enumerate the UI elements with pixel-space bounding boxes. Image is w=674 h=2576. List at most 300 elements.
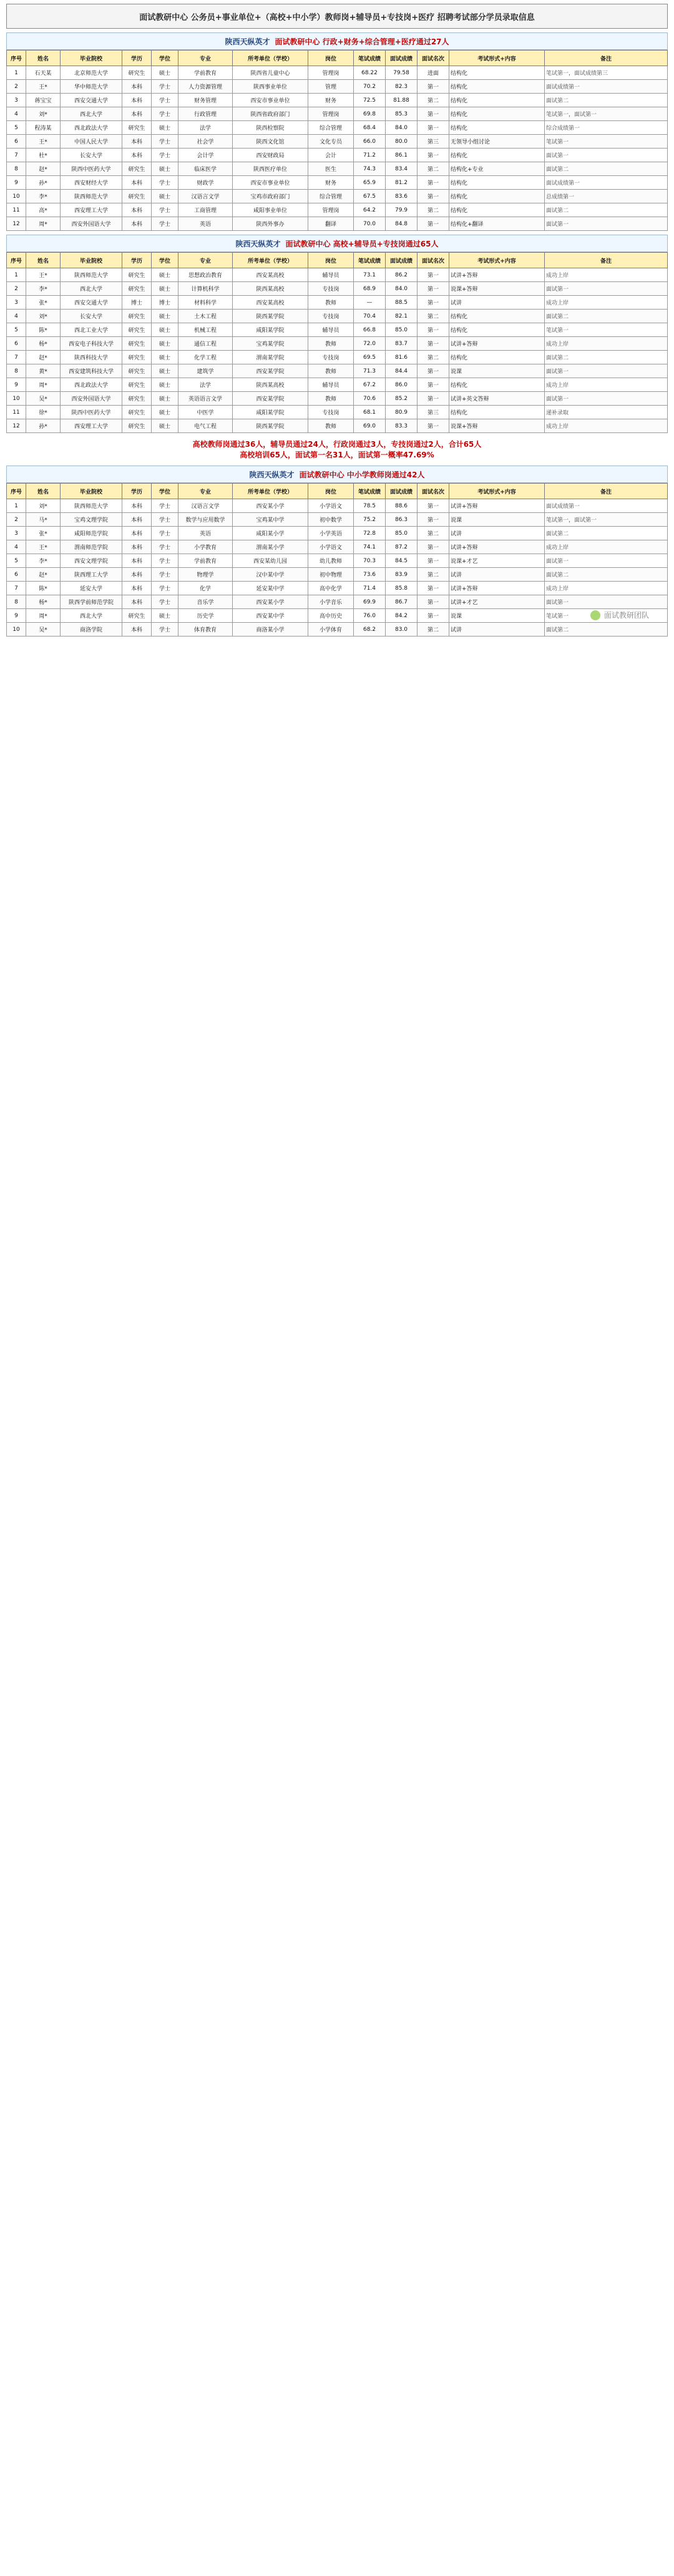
stats-line-2: 高校培训65人，面试第一名31人，面试第一概率47.69% bbox=[240, 451, 434, 459]
cell-unit: 咸阳事业单位 bbox=[233, 203, 308, 217]
cell-rank: 第二 bbox=[418, 568, 449, 582]
cell-note: 笔试第一，面试第一 bbox=[545, 107, 668, 121]
cell-name: 张* bbox=[26, 296, 61, 310]
cell-note: 面试成绩第一 bbox=[545, 80, 668, 94]
cell-edu: 硕士 bbox=[152, 66, 178, 80]
cell-edu: 学士 bbox=[152, 217, 178, 231]
cell-degree: 研究生 bbox=[122, 121, 152, 135]
cell-degree: 研究生 bbox=[122, 392, 152, 406]
cell-edu: 学士 bbox=[152, 499, 178, 513]
col-rank: 面试名次 bbox=[418, 484, 449, 499]
cell-name: 杨* bbox=[26, 337, 61, 351]
cell-seq: 1 bbox=[7, 66, 26, 80]
cell-interview: 85.3 bbox=[386, 107, 418, 121]
cell-rank: 第二 bbox=[418, 203, 449, 217]
section-prefix: 陕西天纵英才 bbox=[225, 37, 270, 46]
table-row bbox=[7, 623, 668, 637]
cell-name: 李* bbox=[26, 190, 61, 203]
col-major: 专业 bbox=[178, 253, 233, 268]
cell-school: 西安财经大学 bbox=[61, 176, 122, 190]
cell-unit: 汉中某中学 bbox=[233, 568, 308, 582]
cell-post: 医生 bbox=[308, 162, 354, 176]
cell-major: 体育教育 bbox=[178, 623, 233, 637]
col-unit: 所考单位（学校） bbox=[233, 484, 308, 499]
cell-degree: 研究生 bbox=[122, 310, 152, 323]
cell-rank: 第二 bbox=[418, 623, 449, 637]
cell-seq: 8 bbox=[7, 364, 26, 378]
cell-topic: 试讲 bbox=[449, 296, 545, 310]
col-interview: 面试成绩 bbox=[386, 51, 418, 66]
cell-topic: 结构化 bbox=[449, 80, 545, 94]
cell-post: 辅导员 bbox=[308, 323, 354, 337]
table-header-row bbox=[7, 51, 668, 66]
cell-post: 综合管理 bbox=[308, 190, 354, 203]
col-written: 笔试成绩 bbox=[354, 253, 386, 268]
cell-topic: 结构化+专业 bbox=[449, 162, 545, 176]
cell-edu: 博士 bbox=[152, 296, 178, 310]
table-row bbox=[7, 268, 668, 282]
cell-edu: 学士 bbox=[152, 176, 178, 190]
cell-note: 笔试第一，面试第一 bbox=[545, 513, 668, 527]
cell-interview: 86.1 bbox=[386, 149, 418, 162]
cell-written: 74.1 bbox=[354, 540, 386, 554]
cell-written: 72.0 bbox=[354, 337, 386, 351]
cell-school: 陕西师范大学 bbox=[61, 190, 122, 203]
cell-topic: 说课 bbox=[449, 609, 545, 623]
cell-major: 历史学 bbox=[178, 609, 233, 623]
cell-school: 西北政法大学 bbox=[61, 121, 122, 135]
cell-edu: 硕士 bbox=[152, 323, 178, 337]
cell-rank: 第二 bbox=[418, 527, 449, 540]
table-row bbox=[7, 364, 668, 378]
cell-topic: 试讲+答辩 bbox=[449, 268, 545, 282]
cell-edu: 硕士 bbox=[152, 310, 178, 323]
results-table-admin bbox=[6, 50, 668, 231]
col-rank: 面试名次 bbox=[418, 51, 449, 66]
cell-school: 西北大学 bbox=[61, 107, 122, 121]
cell-rank: 第一 bbox=[418, 80, 449, 94]
cell-note: 笔试第一 bbox=[545, 609, 668, 623]
cell-seq: 2 bbox=[7, 282, 26, 296]
results-table-college bbox=[6, 252, 668, 433]
cell-name: 吴* bbox=[26, 392, 61, 406]
cell-major: 机械工程 bbox=[178, 323, 233, 337]
cell-edu: 硕士 bbox=[152, 351, 178, 364]
cell-name: 王* bbox=[26, 80, 61, 94]
table-row bbox=[7, 499, 668, 513]
cell-name: 刘* bbox=[26, 499, 61, 513]
cell-interview: 83.6 bbox=[386, 190, 418, 203]
table-row bbox=[7, 406, 668, 419]
cell-major: 音乐学 bbox=[178, 595, 233, 609]
cell-topic: 说课+答辩 bbox=[449, 282, 545, 296]
cell-interview: 85.2 bbox=[386, 392, 418, 406]
cell-seq: 7 bbox=[7, 582, 26, 595]
cell-name: 陈* bbox=[26, 323, 61, 337]
cell-note: 面试第二 bbox=[545, 203, 668, 217]
cell-unit: 陕西某学院 bbox=[233, 419, 308, 433]
cell-written: 78.5 bbox=[354, 499, 386, 513]
table-row bbox=[7, 203, 668, 217]
cell-major: 财务管理 bbox=[178, 94, 233, 107]
cell-edu: 学士 bbox=[152, 540, 178, 554]
cell-note: 面试第二 bbox=[545, 351, 668, 364]
table-row bbox=[7, 378, 668, 392]
cell-rank: 第一 bbox=[418, 217, 449, 231]
cell-major: 会计学 bbox=[178, 149, 233, 162]
cell-topic: 结构化 bbox=[449, 66, 545, 80]
cell-note: 面试成绩第一 bbox=[545, 499, 668, 513]
cell-rank: 第一 bbox=[418, 176, 449, 190]
cell-post: 辅导员 bbox=[308, 268, 354, 282]
cell-seq: 5 bbox=[7, 554, 26, 568]
table-row bbox=[7, 217, 668, 231]
cell-note: 成功上岸 bbox=[545, 296, 668, 310]
cell-school: 西安交通大学 bbox=[61, 94, 122, 107]
cell-note: 面试第二 bbox=[545, 527, 668, 540]
cell-major: 英语 bbox=[178, 527, 233, 540]
table-row bbox=[7, 190, 668, 203]
cell-degree: 研究生 bbox=[122, 282, 152, 296]
cell-school: 西安外国语大学 bbox=[61, 392, 122, 406]
cell-post: 高中化学 bbox=[308, 582, 354, 595]
table-row bbox=[7, 176, 668, 190]
cell-school: 陕西中医药大学 bbox=[61, 406, 122, 419]
cell-unit: 西安市事业单位 bbox=[233, 176, 308, 190]
col-rank: 面试名次 bbox=[418, 253, 449, 268]
table-row bbox=[7, 107, 668, 121]
cell-note: 笔试第一，面试成绩第三 bbox=[545, 66, 668, 80]
cell-edu: 硕士 bbox=[152, 162, 178, 176]
cell-interview: 81.88 bbox=[386, 94, 418, 107]
col-degree: 学历 bbox=[122, 253, 152, 268]
cell-topic: 试讲+答辩 bbox=[449, 337, 545, 351]
cell-degree: 研究生 bbox=[122, 419, 152, 433]
cell-edu: 硕士 bbox=[152, 364, 178, 378]
col-written: 笔试成绩 bbox=[354, 51, 386, 66]
cell-rank: 第一 bbox=[418, 554, 449, 568]
results-table-k12 bbox=[6, 483, 668, 637]
cell-post: 小学语文 bbox=[308, 499, 354, 513]
cell-seq: 3 bbox=[7, 94, 26, 107]
cell-unit: 陕西某高校 bbox=[233, 282, 308, 296]
cell-written: 70.3 bbox=[354, 554, 386, 568]
cell-topic: 结构化+翻译 bbox=[449, 217, 545, 231]
col-degree: 学历 bbox=[122, 484, 152, 499]
col-edu: 学位 bbox=[152, 253, 178, 268]
cell-name: 吴* bbox=[26, 623, 61, 637]
cell-post: 管理岗 bbox=[308, 107, 354, 121]
wechat-icon bbox=[590, 610, 600, 620]
section-title: 面试教研中心 高校+辅导员+专技岗通过65人 bbox=[285, 239, 439, 248]
cell-written: 68.2 bbox=[354, 623, 386, 637]
cell-name: 蒋宝宝 bbox=[26, 94, 61, 107]
col-topic: 考试形式+内容 bbox=[449, 51, 545, 66]
cell-name: 赵* bbox=[26, 162, 61, 176]
rows-college bbox=[7, 268, 668, 433]
cell-unit: 陕西某高校 bbox=[233, 378, 308, 392]
cell-interview: 82.1 bbox=[386, 310, 418, 323]
cell-school: 陕西学前师范学院 bbox=[61, 595, 122, 609]
cell-post: 财务 bbox=[308, 176, 354, 190]
section-header-college bbox=[6, 235, 668, 252]
cell-post: 教师 bbox=[308, 337, 354, 351]
cell-seq: 5 bbox=[7, 323, 26, 337]
cell-interview: 83.7 bbox=[386, 337, 418, 351]
cell-school: 陕西师范大学 bbox=[61, 499, 122, 513]
cell-school: 陕西中医药大学 bbox=[61, 162, 122, 176]
cell-unit: 西安某幼儿园 bbox=[233, 554, 308, 568]
section-title: 面试教研中心 行政+财务+综合管理+医疗通过27人 bbox=[275, 37, 449, 46]
cell-major: 英语 bbox=[178, 217, 233, 231]
cell-topic: 说课 bbox=[449, 364, 545, 378]
section-prefix: 陕西天纵英才 bbox=[235, 239, 281, 248]
cell-degree: 研究生 bbox=[122, 190, 152, 203]
cell-unit: 西安市事业单位 bbox=[233, 94, 308, 107]
col-note: 备注 bbox=[545, 253, 668, 268]
cell-unit: 西安某学院 bbox=[233, 392, 308, 406]
cell-name: 杨* bbox=[26, 595, 61, 609]
cell-written: 67.2 bbox=[354, 378, 386, 392]
col-name: 姓名 bbox=[26, 253, 61, 268]
table-row bbox=[7, 568, 668, 582]
cell-post: 小学语文 bbox=[308, 540, 354, 554]
cell-note: 面试第一 bbox=[545, 282, 668, 296]
cell-school: 西北工业大学 bbox=[61, 323, 122, 337]
cell-degree: 本科 bbox=[122, 540, 152, 554]
cell-unit: 宝鸡某中学 bbox=[233, 513, 308, 527]
table-row bbox=[7, 595, 668, 609]
cell-seq: 10 bbox=[7, 623, 26, 637]
col-edu: 学位 bbox=[152, 484, 178, 499]
cell-topic: 说课 bbox=[449, 513, 545, 527]
cell-degree: 本科 bbox=[122, 217, 152, 231]
cell-note: 成功上岸 bbox=[545, 268, 668, 282]
cell-note: 总成绩第一 bbox=[545, 190, 668, 203]
cell-name: 赵* bbox=[26, 568, 61, 582]
cell-major: 学前教育 bbox=[178, 554, 233, 568]
cell-rank: 第一 bbox=[418, 149, 449, 162]
table-header-row bbox=[7, 484, 668, 499]
col-unit: 所考单位（学校） bbox=[233, 253, 308, 268]
cell-edu: 硕士 bbox=[152, 282, 178, 296]
table-row bbox=[7, 419, 668, 433]
table-row bbox=[7, 351, 668, 364]
watermark-text: 面试教研团队 bbox=[603, 611, 649, 620]
cell-major: 社会学 bbox=[178, 135, 233, 149]
rows-admin bbox=[7, 66, 668, 231]
cell-major: 电气工程 bbox=[178, 419, 233, 433]
cell-unit: 陕西省政府部门 bbox=[233, 107, 308, 121]
cell-school: 西安建筑科技大学 bbox=[61, 364, 122, 378]
cell-seq: 10 bbox=[7, 392, 26, 406]
cell-school: 渭南师范学院 bbox=[61, 540, 122, 554]
cell-topic: 结构化 bbox=[449, 378, 545, 392]
cell-major: 学前教育 bbox=[178, 66, 233, 80]
cell-interview: 83.4 bbox=[386, 162, 418, 176]
table-row bbox=[7, 527, 668, 540]
cell-major: 化学工程 bbox=[178, 351, 233, 364]
cell-rank: 第二 bbox=[418, 310, 449, 323]
col-name: 姓名 bbox=[26, 484, 61, 499]
cell-unit: 宝鸡某学院 bbox=[233, 337, 308, 351]
cell-rank: 第二 bbox=[418, 351, 449, 364]
cell-seq: 11 bbox=[7, 406, 26, 419]
cell-name: 孙* bbox=[26, 176, 61, 190]
cell-school: 西安理工大学 bbox=[61, 419, 122, 433]
cell-unit: 咸阳某小学 bbox=[233, 527, 308, 540]
cell-note: 面试成绩第一 bbox=[545, 176, 668, 190]
table-row bbox=[7, 323, 668, 337]
cell-interview: 83.0 bbox=[386, 623, 418, 637]
cell-unit: 西安某学院 bbox=[233, 364, 308, 378]
col-topic: 考试形式+内容 bbox=[449, 253, 545, 268]
cell-rank: 第一 bbox=[418, 378, 449, 392]
cell-topic: 结构化 bbox=[449, 121, 545, 135]
cell-unit: 西安某高校 bbox=[233, 296, 308, 310]
cell-note: 成功上岸 bbox=[545, 419, 668, 433]
cell-seq: 8 bbox=[7, 595, 26, 609]
cell-unit: 西安某小学 bbox=[233, 595, 308, 609]
cell-written: 75.2 bbox=[354, 513, 386, 527]
cell-seq: 2 bbox=[7, 513, 26, 527]
cell-seq: 3 bbox=[7, 296, 26, 310]
cell-major: 物理学 bbox=[178, 568, 233, 582]
cell-rank: 第一 bbox=[418, 499, 449, 513]
cell-degree: 研究生 bbox=[122, 351, 152, 364]
cell-rank: 第一 bbox=[418, 121, 449, 135]
col-school: 毕业院校 bbox=[61, 484, 122, 499]
cell-post: 教师 bbox=[308, 364, 354, 378]
cell-seq: 6 bbox=[7, 337, 26, 351]
cell-topic: 结构化 bbox=[449, 203, 545, 217]
cell-major: 法学 bbox=[178, 378, 233, 392]
cell-written: 66.8 bbox=[354, 323, 386, 337]
table-header-row bbox=[7, 253, 668, 268]
cell-written: 68.4 bbox=[354, 121, 386, 135]
cell-note: 面试第二 bbox=[545, 568, 668, 582]
cell-edu: 硕士 bbox=[152, 419, 178, 433]
cell-unit: 宝鸡市政府部门 bbox=[233, 190, 308, 203]
cell-major: 汉语言文学 bbox=[178, 499, 233, 513]
cell-school: 西安外国语大学 bbox=[61, 217, 122, 231]
cell-name: 刘* bbox=[26, 310, 61, 323]
cell-written: 68.22 bbox=[354, 66, 386, 80]
cell-edu: 硕士 bbox=[152, 609, 178, 623]
cell-name: 张* bbox=[26, 527, 61, 540]
cell-interview: 84.2 bbox=[386, 609, 418, 623]
cell-seq: 9 bbox=[7, 609, 26, 623]
col-interview: 面试成绩 bbox=[386, 253, 418, 268]
cell-post: 会计 bbox=[308, 149, 354, 162]
cell-edu: 学士 bbox=[152, 149, 178, 162]
cell-edu: 学士 bbox=[152, 80, 178, 94]
cell-unit: 商洛某小学 bbox=[233, 623, 308, 637]
cell-rank: 第三 bbox=[418, 406, 449, 419]
cell-interview: 80.9 bbox=[386, 406, 418, 419]
cell-degree: 本科 bbox=[122, 595, 152, 609]
cell-name: 杜* bbox=[26, 149, 61, 162]
cell-topic: 结构化 bbox=[449, 94, 545, 107]
cell-edu: 学士 bbox=[152, 135, 178, 149]
cell-topic: 结构化 bbox=[449, 310, 545, 323]
cell-major: 计算机科学 bbox=[178, 282, 233, 296]
cell-note: 面试第一 bbox=[545, 364, 668, 378]
cell-school: 西安文理学院 bbox=[61, 554, 122, 568]
col-school: 毕业院校 bbox=[61, 51, 122, 66]
table-row bbox=[7, 609, 668, 623]
cell-note: 面试第一 bbox=[545, 595, 668, 609]
cell-rank: 第一 bbox=[418, 513, 449, 527]
cell-major: 材料科学 bbox=[178, 296, 233, 310]
col-written: 笔试成绩 bbox=[354, 484, 386, 499]
col-edu: 学位 bbox=[152, 51, 178, 66]
table-row bbox=[7, 135, 668, 149]
table-row bbox=[7, 80, 668, 94]
cell-name: 陈* bbox=[26, 582, 61, 595]
cell-degree: 研究生 bbox=[122, 609, 152, 623]
cell-major: 通信工程 bbox=[178, 337, 233, 351]
cell-interview: 84.0 bbox=[386, 282, 418, 296]
cell-topic: 试讲+答辩 bbox=[449, 582, 545, 595]
table-row bbox=[7, 513, 668, 527]
cell-unit: 西安财政局 bbox=[233, 149, 308, 162]
cell-edu: 硕士 bbox=[152, 406, 178, 419]
cell-school: 陕西科技大学 bbox=[61, 351, 122, 364]
cell-edu: 学士 bbox=[152, 582, 178, 595]
cell-interview: 82.3 bbox=[386, 80, 418, 94]
cell-interview: 80.0 bbox=[386, 135, 418, 149]
col-major: 专业 bbox=[178, 51, 233, 66]
cell-seq: 1 bbox=[7, 499, 26, 513]
cell-post: 初中物理 bbox=[308, 568, 354, 582]
cell-written: 69.8 bbox=[354, 107, 386, 121]
cell-post: 辅导员 bbox=[308, 378, 354, 392]
cell-edu: 学士 bbox=[152, 513, 178, 527]
cell-seq: 6 bbox=[7, 135, 26, 149]
cell-major: 工商管理 bbox=[178, 203, 233, 217]
cell-degree: 研究生 bbox=[122, 162, 152, 176]
cell-topic: 试讲+才艺 bbox=[449, 595, 545, 609]
col-interview: 面试成绩 bbox=[386, 484, 418, 499]
cell-interview: 79.9 bbox=[386, 203, 418, 217]
cell-rank: 第二 bbox=[418, 162, 449, 176]
cell-name: 周* bbox=[26, 609, 61, 623]
table-row bbox=[7, 149, 668, 162]
cell-interview: 86.0 bbox=[386, 378, 418, 392]
cell-written: 71.3 bbox=[354, 364, 386, 378]
cell-major: 英语语言文学 bbox=[178, 392, 233, 406]
cell-school: 宝鸡文理学院 bbox=[61, 513, 122, 527]
cell-seq: 12 bbox=[7, 217, 26, 231]
cell-seq: 3 bbox=[7, 527, 26, 540]
cell-school: 长安大学 bbox=[61, 310, 122, 323]
cell-rank: 第一 bbox=[418, 540, 449, 554]
cell-post: 综合管理 bbox=[308, 121, 354, 135]
cell-name: 李* bbox=[26, 554, 61, 568]
cell-rank: 第一 bbox=[418, 582, 449, 595]
cell-rank: 第一 bbox=[418, 323, 449, 337]
cell-degree: 研究生 bbox=[122, 406, 152, 419]
cell-rank: 第一 bbox=[418, 337, 449, 351]
cell-major: 小学教育 bbox=[178, 540, 233, 554]
cell-note: 面试第二 bbox=[545, 94, 668, 107]
cell-major: 建筑学 bbox=[178, 364, 233, 378]
table-row bbox=[7, 94, 668, 107]
col-seq: 序号 bbox=[7, 51, 26, 66]
cell-degree: 本科 bbox=[122, 203, 152, 217]
cell-topic: 结构化 bbox=[449, 190, 545, 203]
